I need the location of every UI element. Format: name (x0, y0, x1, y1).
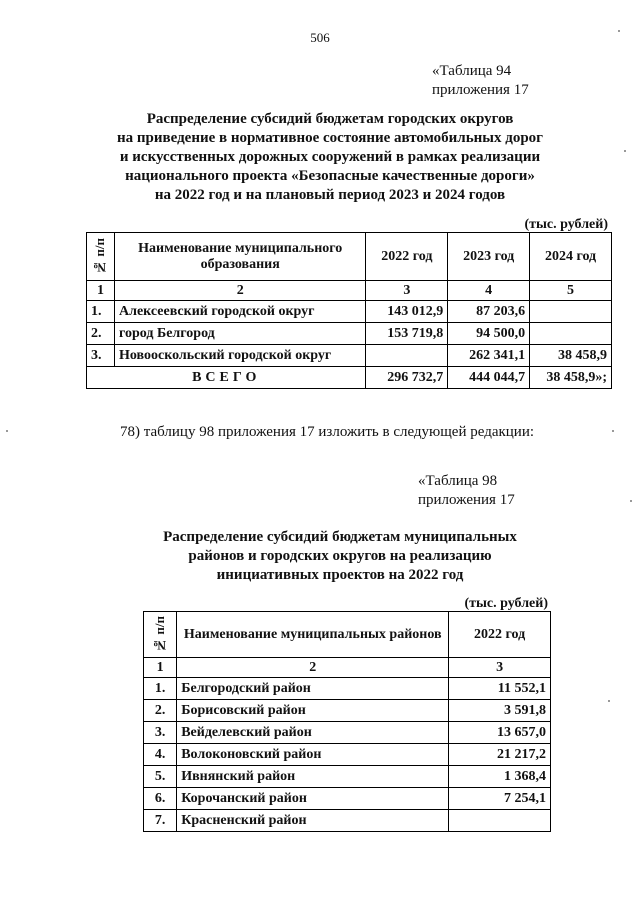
row-2023: 94 500,0 (448, 323, 530, 345)
table98-header-2022: 2022 год (449, 612, 551, 658)
table-row (144, 744, 551, 766)
table-row (144, 722, 551, 744)
table94-title-line: и искусственных дорожных сооружений в рамках реализации (119, 149, 541, 165)
row-name: Алексеевский городской округ (114, 301, 365, 323)
row-2024 (530, 301, 612, 323)
row-name: Белгородский район (177, 678, 449, 700)
table94-ref-line2: приложения 17 (432, 82, 529, 98)
total-label: ВСЕГО (87, 367, 366, 389)
row-2022 (449, 810, 551, 832)
row-number: 4. (144, 744, 177, 766)
table98-title-line: Распределение субсидий бюджетам муниципальных (163, 529, 517, 545)
table94-header-row (87, 233, 612, 281)
row-name: Борисовский район (177, 700, 449, 722)
row-2022: 143 012,9 (366, 301, 448, 323)
table94-title-line: на приведение в нормативное состояние автомобильных дорог (117, 130, 543, 146)
table94-header-2024: 2024 год (530, 233, 612, 281)
row-2022: 7 254,1 (449, 788, 551, 810)
row-name: Красненский район (177, 810, 449, 832)
row-name: Волоконовский район (177, 744, 449, 766)
row-2022: 13 657,0 (449, 722, 551, 744)
table94-title-line: Распределение субсидий бюджетам городских округов (146, 111, 514, 127)
row-number: 1. (144, 678, 177, 700)
table-row (87, 323, 612, 345)
row-2023: 87 203,6 (448, 301, 530, 323)
table94-header-name: Наименование муниципального образования (114, 233, 365, 281)
table94-title (80, 110, 580, 205)
table98-title-line: инициативных проектов на 2022 год (216, 567, 464, 583)
row-2024: 38 458,9 (530, 345, 612, 367)
row-number: 5. (144, 766, 177, 788)
table94-header-num: № п/п (87, 233, 115, 281)
table98-units: (тыс. рублей) (464, 596, 548, 611)
row-2022: 21 217,2 (449, 744, 551, 766)
row-number: 7. (144, 810, 177, 832)
table94-title-line: на 2022 год и на плановый период 2023 и 2024 годов (154, 187, 506, 203)
scan-speck (618, 30, 620, 32)
row-2024 (530, 323, 612, 345)
row-name: Ивнянский район (177, 766, 449, 788)
row-number: 6. (144, 788, 177, 810)
table94-units: (тыс. рублей) (524, 217, 608, 232)
table98 (143, 611, 551, 832)
table94 (86, 232, 612, 389)
table-row (144, 810, 551, 832)
row-name: Вейделевский район (177, 722, 449, 744)
table-row (144, 700, 551, 722)
table98-title-line: районов и городских округов на реализацию (188, 548, 492, 564)
table94-title-line: национального проекта «Безопасные качественные дороги» (125, 168, 535, 184)
table-row (144, 678, 551, 700)
row-number: 3. (144, 722, 177, 744)
row-2022: 1 368,4 (449, 766, 551, 788)
table98-title (130, 528, 550, 585)
row-2023: 262 341,1 (448, 345, 530, 367)
table94-colnum: 5 (530, 281, 612, 301)
scan-speck (624, 150, 626, 152)
table94-header-2022: 2022 год (366, 233, 448, 281)
table94-colnum-row (87, 281, 612, 301)
table98-colnum: 3 (449, 658, 551, 678)
table94-reference (432, 62, 529, 100)
row-number: 2. (144, 700, 177, 722)
scan-speck (630, 500, 632, 502)
table98-header-num: № п/п (144, 612, 177, 658)
table98-header-row (144, 612, 551, 658)
row-2022: 153 719,8 (366, 323, 448, 345)
table-row (87, 345, 612, 367)
table98-reference (418, 472, 515, 510)
page-number: 506 (310, 30, 330, 45)
row-name: Корочанский район (177, 788, 449, 810)
table94-total-row (87, 367, 612, 389)
table98-ref-line2: приложения 17 (418, 492, 515, 508)
row-2022: 3 591,8 (449, 700, 551, 722)
table94-ref-line1: «Таблица 94 (432, 63, 512, 79)
table-row (144, 788, 551, 810)
amendment-paragraph: 78) таблицу 98 приложения 17 изложить в следующей редакции: (120, 424, 535, 440)
table98-colnum-row (144, 658, 551, 678)
table94-colnum: 2 (114, 281, 365, 301)
table94-colnum: 3 (366, 281, 448, 301)
table-row (87, 301, 612, 323)
total-2024: 38 458,9»; (530, 367, 612, 389)
table-row (144, 766, 551, 788)
table94-header-2023: 2023 год (448, 233, 530, 281)
row-number: 2. (87, 323, 115, 345)
table98-colnum: 1 (144, 658, 177, 678)
row-name: город Белгород (114, 323, 365, 345)
scan-speck (612, 430, 614, 432)
table98-ref-line1: «Таблица 98 (418, 473, 498, 489)
table98-header-name: Наименование муниципальных районов (177, 612, 449, 658)
table94-colnum: 1 (87, 281, 115, 301)
table94-colnum: 4 (448, 281, 530, 301)
row-number: 1. (87, 301, 115, 323)
total-2023: 444 044,7 (448, 367, 530, 389)
scan-speck (608, 700, 610, 702)
row-number: 3. (87, 345, 115, 367)
row-2022: 11 552,1 (449, 678, 551, 700)
row-2022 (366, 345, 448, 367)
table98-colnum: 2 (177, 658, 449, 678)
total-2022: 296 732,7 (366, 367, 448, 389)
row-name: Новооскольский городской округ (114, 345, 365, 367)
scan-speck (6, 430, 8, 432)
